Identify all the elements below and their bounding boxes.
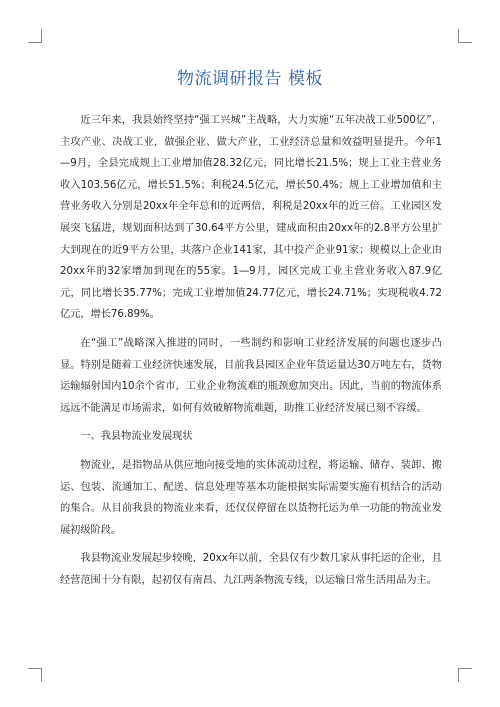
body-paragraph: 物流业，是指物品从供应地向接受地的实体流动过程，将运输、储存、装卸、搬运、包装、流通加工、配送、信息处理等基本功能根据实际需要实施有机结合的活动的集合。从目前我县的物流业来看，还仅仅停留在以货物托运为单一功能的物流业发展初级阶段。: [60, 459, 442, 536]
crop-mark-top-left-v: [41, 29, 42, 43]
body-paragraph: 近三年来，我县始终坚持“强工兴城”主战略，大力实施“五年决战工业500亿”，主攻产业、决战工业，做强企业、做大产业，工业经济总量和效益明显提升。今年1—9月，全县完成规上工业增加值28.32亿元，同比增长21.5%；规上工业主营业务收入103.56亿元，增长51.5%；利税24.5亿元，增长50.4%；规上工业增加值和主营业务收入分别是20xx年全年总和的近两倍，利税是20xx年的近三倍。工业园区发展突飞猛进，规划面积达到了30.64平方公里，建成面积由20xx年的2.8平方公里扩大到现在的近9平方公里，共落户企业141家，其中投产企业91家；规模以上企业由20xx年的32家增加到现在的55家。1—9月，园区完成工业主营业务收入87.9亿元，同比增长35.77%；完成工业增加值24.77亿元，增长24.71%；实现税收4.72亿元，增长76.89%。: [60, 115, 442, 321]
body-paragraph: 我县物流业发展起步较晚，20xx年以前，全县仅有少数几家从事托运的企业，且经营范围十分有限，起初仅有南昌、九江两条物流专线，以运输日常生活用品为主。: [60, 553, 442, 586]
crop-mark-bottom-right-h: [458, 668, 472, 669]
document-body: [60, 110, 442, 598]
crop-mark-bottom-right-v: [458, 668, 459, 682]
crop-mark-top-left-h: [28, 42, 42, 43]
document-title: 物流调研报告 模板: [177, 69, 323, 89]
crop-mark-bottom-left-v: [41, 668, 42, 682]
section-heading: 一、我县物流业发展现状: [80, 431, 193, 443]
crop-mark-top-right-h: [458, 42, 472, 43]
crop-mark-top-right-v: [458, 29, 459, 43]
body-paragraph: 在“强工”战略深入推进的同时，一些制约和影响工业经济发展的问题也逐步凸显。特别是随着工业经济快速发展，目前我县园区企业年货运量达30万吨左右，货物运输辐射国内10余个省市，工业企业物流难的瓶颈愈加突出。因此，当前的物流体系远远不能满足市场需求，如何有效破解物流难题，助推工业经济发展已刻不容缓。: [60, 337, 442, 414]
crop-mark-bottom-left-h: [28, 668, 42, 669]
